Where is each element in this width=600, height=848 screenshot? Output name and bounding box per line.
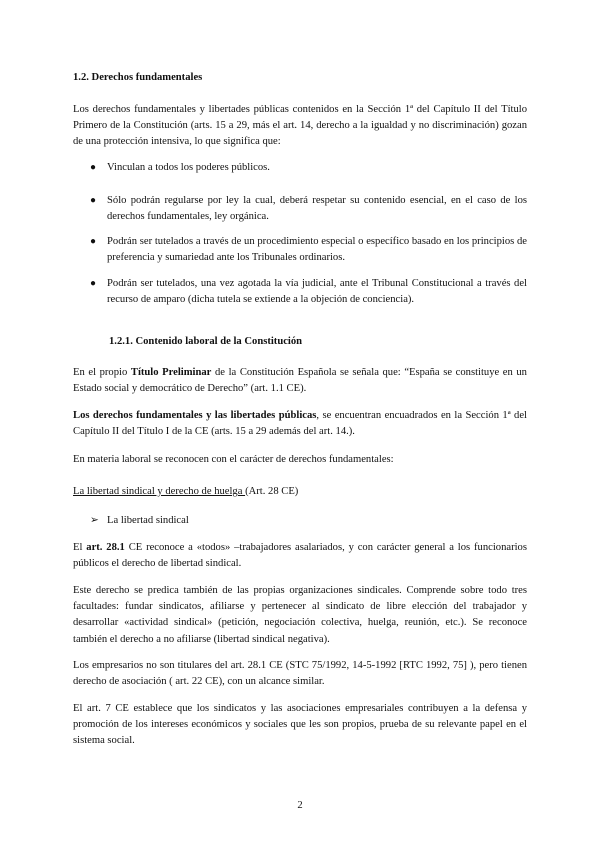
paragraph-text: En el propio — [73, 367, 131, 378]
subsection-heading — [109, 334, 527, 350]
bullet-dot-icon: ● — [90, 162, 97, 173]
subsection-heading-text: 1.2.1. Contenido laboral de la Constitución — [109, 336, 303, 347]
list-item — [90, 160, 527, 176]
paragraph-organizaciones: Este derecho se predica también de las propias organizaciones sindicales. Comprende sobre todo tres facultades: fundar sindicatos, afiliarse y pertenecer al sindicato de libre elección del trabajador y desarrollar «actividad sindical» (petición, negociación colectiva, huelga, reunión, etc.). Se reconoce también el derecho a no afiliarse (libertad sindical negativa). — [73, 585, 527, 645]
paragraph-derechos — [73, 408, 527, 440]
bullet-dot-icon: ● — [90, 236, 97, 247]
paragraph-art-28-1 — [73, 540, 527, 572]
paragraph-text: CE reconoce a «todos» –trabajadores asalariados, y con carácter general a los funcionarios públicos el derecho de libertad sindical. — [73, 542, 527, 570]
paragraph-text: , se encuentran encuadrados en la Sección 1ª del Capítulo II del Título I de la CE (arts. 15 a 29 además del art. 14.). — [73, 410, 527, 438]
intro-paragraph: Los derechos fundamentales y libertades públicas contenidos en la Sección 1ª del Capítulo II del Título Primero de la Constitución (arts. 15 a 29, más el art. 14, derecho a la igualdad y no discriminación) gozan de una protección intensiva, lo que significa que: — [73, 104, 527, 148]
paragraph-empresarios: Los empresarios no son titulares del art. 28.1 CE (STC 75/1992, 14-5-1992 [RTC 1992, 75] ), pero tienen derecho de asociación ( art. 22 CE), con un alcance similar. — [73, 660, 527, 688]
paragraph-materia-laboral: En materia laboral se reconocen con el carácter de derechos fundamentales: — [73, 454, 394, 465]
underlined-text: La libertad sindical y derecho de huelga — [73, 486, 246, 497]
paragraph-text: El — [73, 542, 87, 553]
paragraph-libertad-sindical-heading — [73, 484, 527, 500]
list-item — [90, 276, 527, 308]
list-item-text: Sólo podrán regularse por ley la cual, deberá respetar su contenido esencial, en el caso de los derechos fundamentales, ley orgánica. — [107, 195, 527, 223]
bold-text: Título Preliminar — [130, 367, 212, 378]
paragraph-art-7: El art. 7 CE establece que los sindicatos y las asociaciones empresariales contribuyen a la defensa y promoción de los intereses económicos y sociales que les son propios, prueba de su relevante papel en el sistema social. — [73, 703, 527, 747]
bullet-dot-icon: ● — [90, 278, 97, 289]
section-heading — [73, 70, 527, 86]
list-item-text: Podrán ser tutelados, una vez agotada la vía judicial, ante el Tribunal Constitucional a través del recurso de amparo (dicha tutela se extiende a la objeción de conciencia). — [107, 278, 527, 306]
paragraph-titulo-preliminar — [73, 365, 527, 397]
list-item — [90, 193, 527, 225]
section-heading-text: 1.2. Derechos fundamentales — [73, 72, 203, 83]
list-item — [90, 234, 527, 266]
list-item-text: Vinculan a todos los poderes públicos. — [107, 162, 270, 173]
page-number: 2 — [297, 800, 303, 811]
bold-text: art. 28.1 — [86, 542, 125, 553]
bullet-dot-icon: ● — [90, 195, 97, 206]
list-item-text: La libertad sindical — [107, 515, 189, 526]
arrow-right-icon: ➢ — [90, 515, 99, 526]
list-item-text: Podrán ser tutelados a través de un procedimiento especial o específico basado en los principios de preferencia y sumariedad ante los Tribunales ordinarios. — [107, 236, 527, 264]
arrow-list-item — [90, 513, 527, 529]
paragraph-text: (Art. 28 CE) — [245, 486, 299, 497]
paragraph-text: de la Constitución Española se señala que: “España se constituye en un Estado social y democrático de Derecho” (art. 1.1 CE). — [73, 367, 527, 395]
bold-text: Los derechos fundamentales y las libertades públicas — [73, 410, 317, 421]
